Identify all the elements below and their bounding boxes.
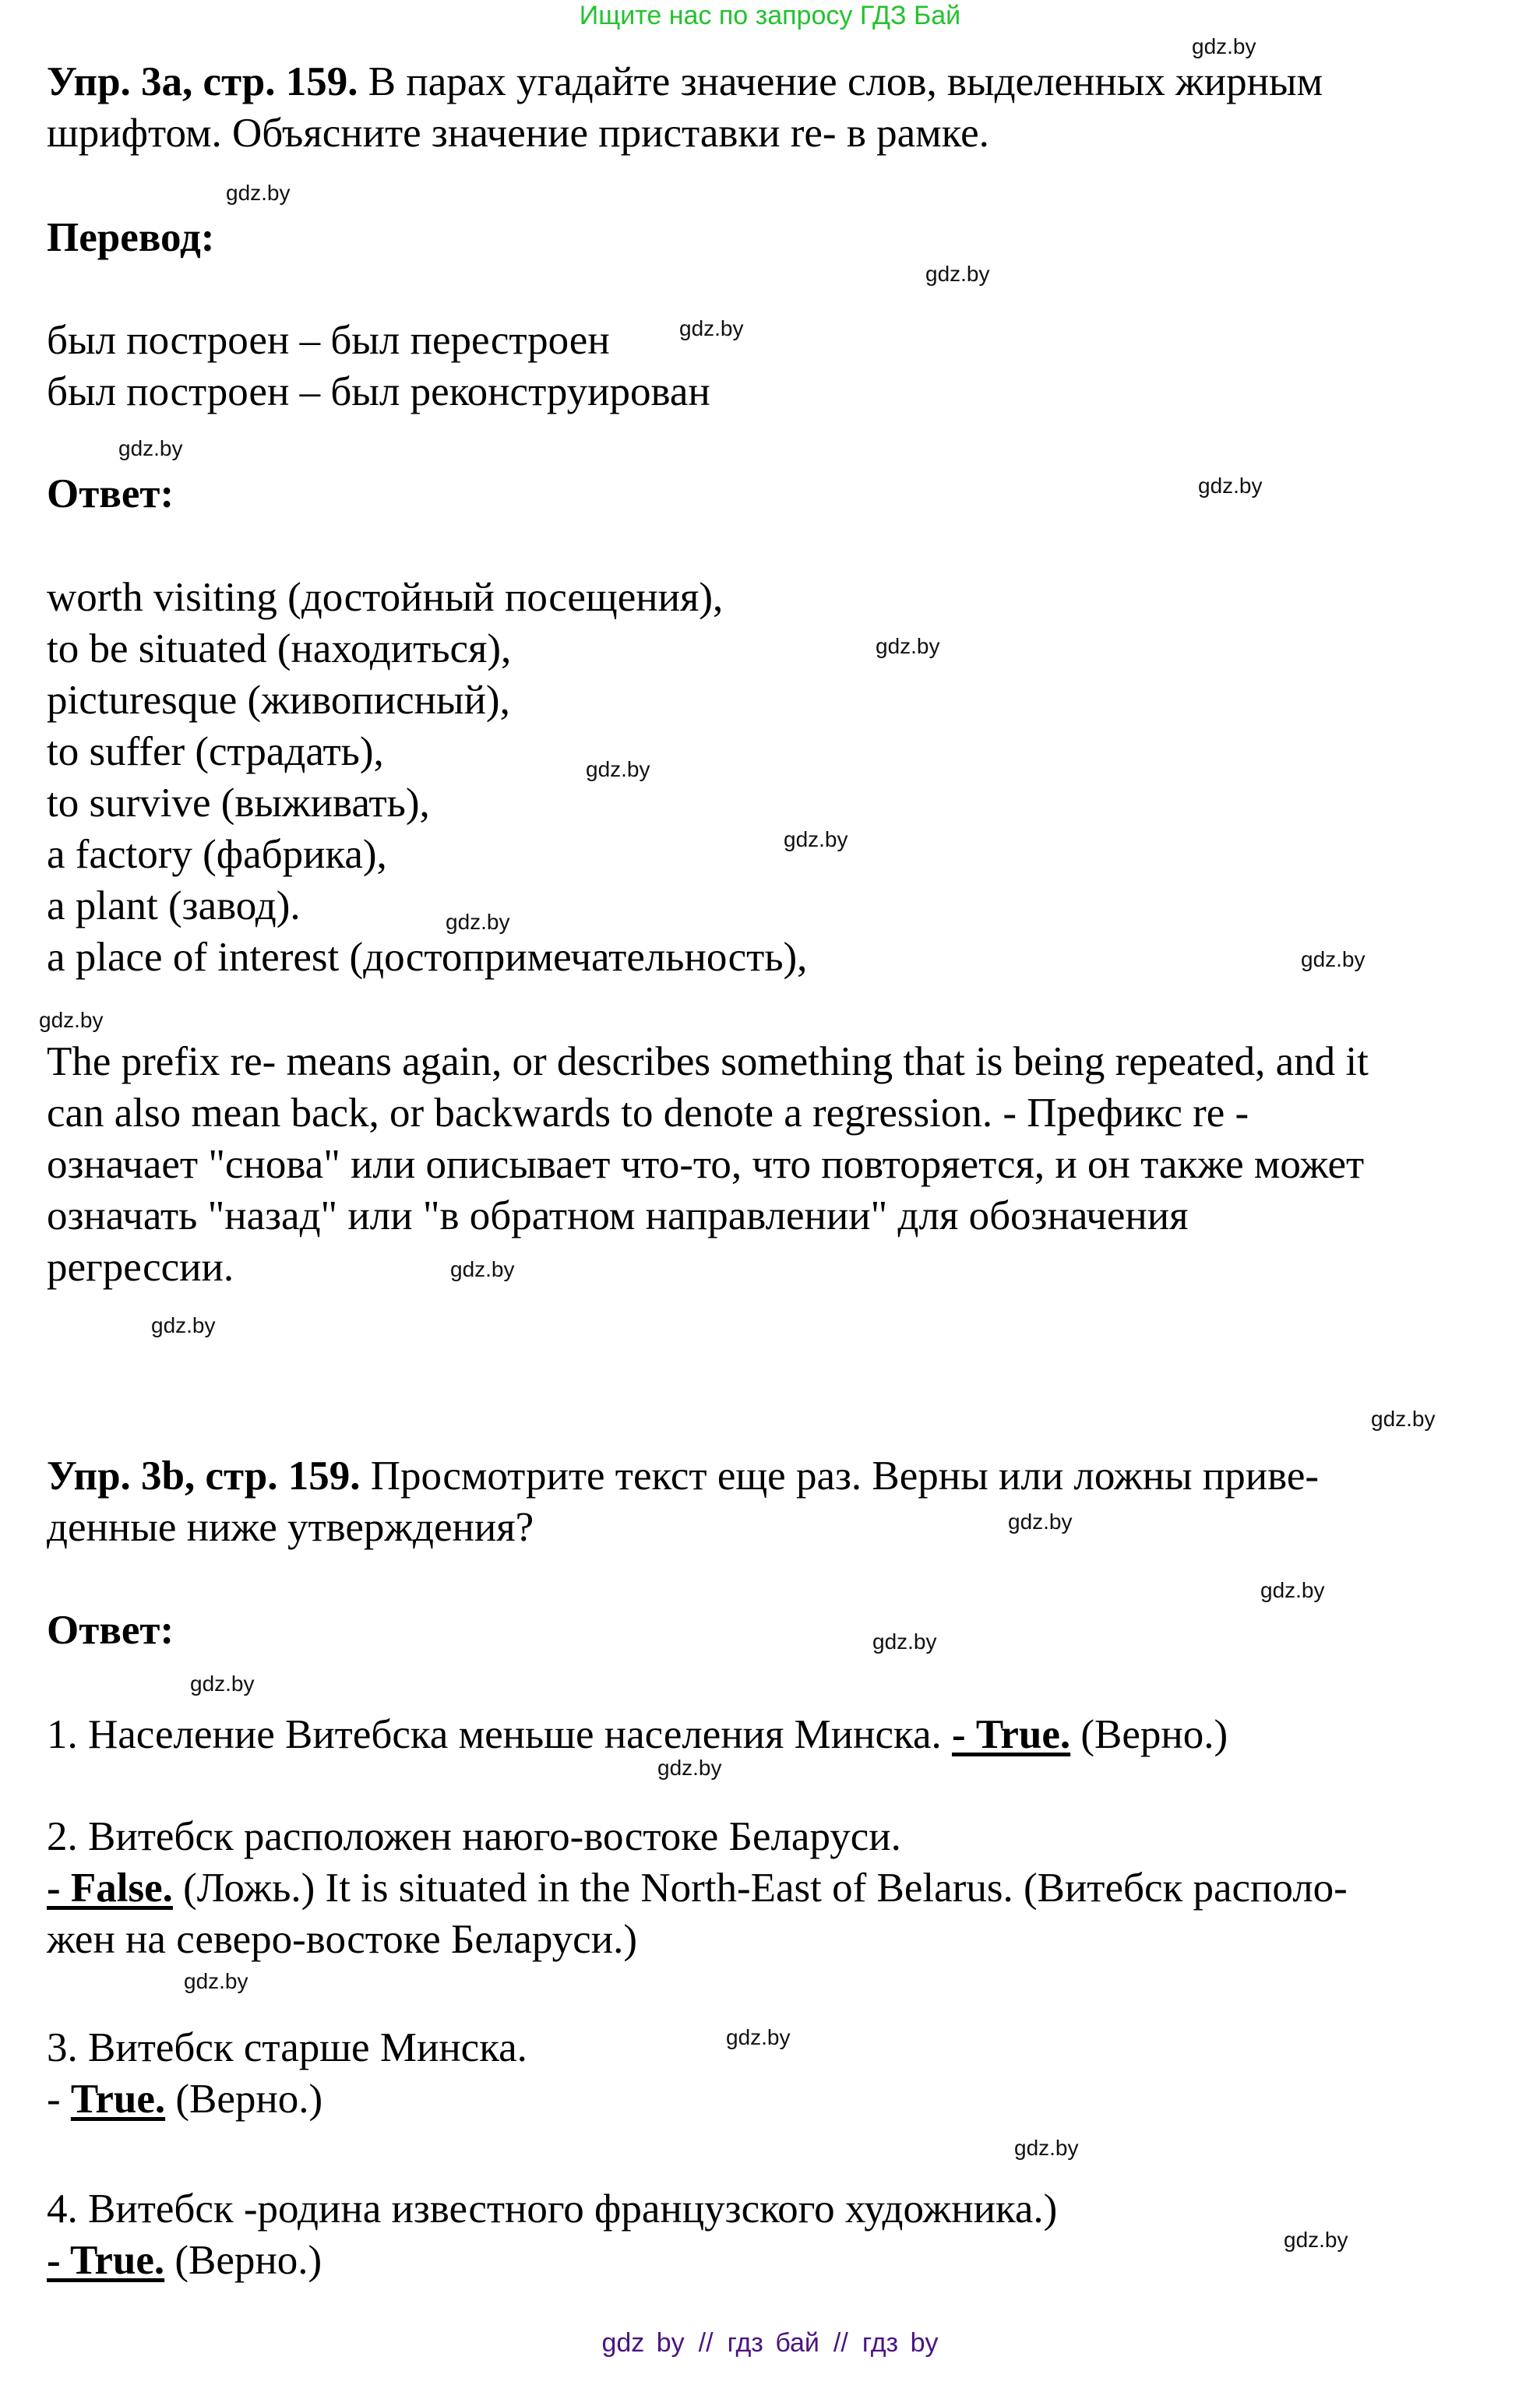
exercise-3a-label: Упр. 3а, стр. 159. <box>47 59 358 104</box>
verdict-translation: (Верно.) <box>1070 1712 1228 1757</box>
watermark: gdz.by <box>872 1629 937 1654</box>
watermark: gdz.by <box>226 181 291 205</box>
vocabulary-item: to be situated (находиться), <box>47 626 512 671</box>
watermark: gdz.by <box>1260 1578 1325 1602</box>
watermark: gdz.by <box>925 262 990 286</box>
footer-separator: // <box>833 2328 848 2358</box>
watermark: gdz.by <box>679 316 744 340</box>
statement-3: 3. Витебск старше Минска. <box>47 2025 527 2070</box>
statement-4: 4. Витебск -родина известного французского художника.) <box>47 2186 1058 2232</box>
watermark: gdz.by <box>1198 474 1263 498</box>
footer-separator: // <box>698 2328 714 2358</box>
statement-1 <box>47 1709 1228 1760</box>
watermark: gdz.by <box>726 2025 791 2049</box>
header-promo: Ищите нас по запросу ГДЗ Бай <box>579 1 961 30</box>
exercise-3b-task-line1 <box>47 1450 1319 1502</box>
watermark: gdz.by <box>1371 1407 1436 1431</box>
footer-links <box>0 2327 1540 2359</box>
verdict-badge: - True. <box>47 2238 165 2283</box>
verdict-translation: (Верно.) <box>165 2077 323 2122</box>
watermark: gdz.by <box>586 757 650 781</box>
verdict-translation: (Ложь.) It is situated in the North-East of Belarus. (Витебск располо- <box>172 1865 1348 1911</box>
exercise-3b-task-line2: денные ниже утверждения? <box>47 1505 534 1550</box>
watermark: gdz.by <box>1192 34 1256 58</box>
exercise-3a-task-text: В парах угадайте значение слов, выделенных жирным <box>358 59 1323 104</box>
footer-link-gdz-by-cyr[interactable]: гдз by <box>862 2328 939 2358</box>
watermark: gdz.by <box>1301 947 1366 971</box>
watermark: gdz.by <box>1284 2228 1348 2252</box>
vocabulary-item: picturesque (живописный), <box>47 678 510 723</box>
watermark: gdz.by <box>190 1672 255 1696</box>
watermark: gdz.by <box>151 1313 216 1337</box>
statement-2-continuation: жен на северо-востоке Беларуси.) <box>47 1917 637 1962</box>
footer-link-gdz-bai[interactable]: гдз бай <box>727 2328 819 2358</box>
prefix-explanation-line: The prefix re- means again, or describes something that is being repeated, and it <box>47 1039 1369 1084</box>
prefix-explanation-line: означает "снова" или описывает что-то, что повторяется, и он также может <box>47 1142 1365 1187</box>
footer-link-gdz-by[interactable]: gdz by <box>601 2328 685 2358</box>
watermark: gdz.by <box>784 827 848 851</box>
verdict-translation: (Верно.) <box>164 2238 322 2283</box>
vocabulary-item: to suffer (страдать), <box>47 729 384 774</box>
watermark: gdz.by <box>118 436 183 460</box>
verdict-prefix: - <box>47 2077 71 2122</box>
statement-3-verdict <box>47 2073 322 2125</box>
vocabulary-item: a plant (завод). <box>47 883 301 928</box>
translation-heading: Перевод: <box>47 215 215 260</box>
statement-text: 1. Население Витебска меньше населения Минска. <box>47 1712 953 1757</box>
vocabulary-item: a factory (фабрика), <box>47 832 387 877</box>
statement-2-verdict <box>47 1862 1348 1914</box>
verdict-badge: True. <box>70 2077 166 2122</box>
watermark: gdz.by <box>876 634 940 658</box>
statement-4-verdict <box>47 2235 322 2286</box>
watermark: gdz.by <box>1008 1510 1073 1534</box>
watermark: gdz.by <box>657 1756 722 1780</box>
watermark: gdz.by <box>450 1257 515 1281</box>
exercise-3a-task-line1 <box>47 56 1323 107</box>
translation-line: был построен – был перестроен <box>47 318 610 363</box>
exercise-3b-label: Упр. 3b, стр. 159. <box>47 1453 361 1499</box>
watermark: gdz.by <box>1014 2136 1079 2160</box>
answer-heading-3b: Ответ: <box>47 1608 174 1653</box>
prefix-explanation-line: can also mean back, or backwards to denote a regression. - Префикс re - <box>47 1090 1249 1136</box>
statement-2: 2. Витебск расположен наюго-востоке Беларуси. <box>47 1814 901 1859</box>
watermark: gdz.by <box>184 1969 248 1993</box>
translation-line: был построен – был реконструирован <box>47 369 710 414</box>
prefix-explanation-line: регрессии. <box>47 1245 234 1290</box>
vocabulary-item: worth visiting (достойный посещения), <box>47 575 724 620</box>
verdict-badge: - False. <box>47 1865 173 1911</box>
verdict-badge: - True. <box>952 1712 1071 1757</box>
answer-heading-3a: Ответ: <box>47 471 174 516</box>
watermark: gdz.by <box>446 910 510 934</box>
watermark: gdz.by <box>39 1008 104 1032</box>
exercise-3b-task-text: Просмотрите текст еще раз. Верны или ложны приве- <box>360 1453 1320 1499</box>
vocabulary-item: to survive (выживать), <box>47 780 430 826</box>
exercise-3a-task-line2: шрифтом. Объясните значение приставки re- в рамке. <box>47 111 989 156</box>
vocabulary-item: a place of interest (достопримечательность), <box>47 935 808 980</box>
prefix-explanation-line: означать "назад" или "в обратном направлении" для обозначения <box>47 1193 1189 1238</box>
